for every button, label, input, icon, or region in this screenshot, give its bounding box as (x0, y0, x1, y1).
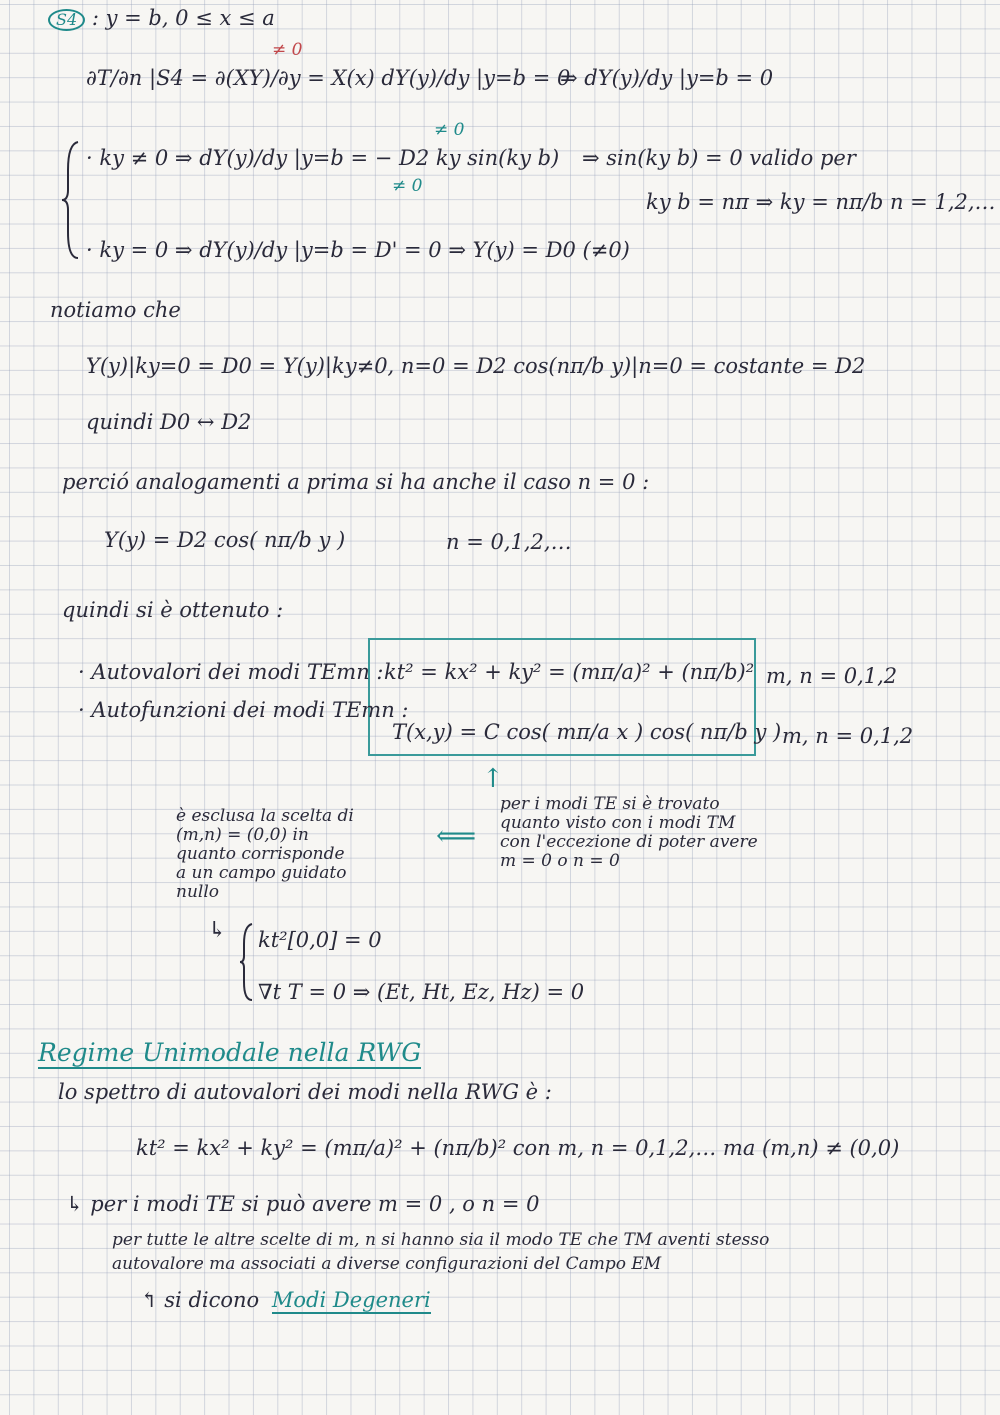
autofunzioni-equation: T(x,y) = C cos( mπ/a x ) cos( nπ/b y ) (392, 720, 782, 744)
autofunzioni-range: m, n = 0,1,2 (782, 724, 914, 748)
te-note: ↳ per i modi TE si può avere m = 0 , o n = 0 (66, 1192, 540, 1216)
corner-arrow-icon: ↰ (140, 1288, 165, 1312)
up-arrow-icon: ↑ (482, 764, 504, 794)
null-eq-1: kt²[0,0] = 0 (258, 928, 382, 952)
autofunzioni-label: · Autofunzioni dei modi TEmn : (78, 698, 409, 722)
case1-equation: · ky ≠ 0 ⇒ dY(y)/dy |y=b = − D2 ky sin(ky b) (86, 146, 560, 170)
percio-line: perció analogamenti a prima si ha anche il caso n = 0 : (62, 470, 650, 494)
note-right-line: con l'eccezione di poter avere (500, 832, 758, 852)
degeneri-line-1: per tutte le altre scelte di m, n si hanno sia il modo TE che TM aventi stesso (112, 1230, 770, 1250)
Y-equation: Y(y) = D2 cos( nπ/b y ) (104, 528, 346, 552)
case-brace (62, 140, 82, 260)
section-heading: Regime Unimodale nella RWG (38, 1038, 422, 1067)
spettro-equation: kt² = kx² + ky² = (mπ/a)² + (nπ/b)² con m, n = 0,1,2,… ma (m,n) ≠ (0,0) (136, 1136, 900, 1160)
case1-result2: ky b = nπ ⇒ ky = nπ/b n = 1,2,… (646, 190, 996, 214)
s4-condition: : y = b, 0 ≤ x ≤ a (91, 6, 275, 30)
case1-note-top: ≠ 0 (434, 120, 465, 140)
null-brace (240, 922, 254, 1002)
case1-note-bottom: ≠ 0 (392, 176, 423, 196)
note-right (500, 796, 758, 870)
note-left-line: quanto corrisponde (176, 844, 345, 864)
spettro-line: lo spettro di autovalori dei modi nella RWG è : (58, 1080, 552, 1104)
bc-note-top: ≠ 0 (272, 40, 303, 60)
autovalori-label: · Autovalori dei modi TEmn : (78, 660, 384, 684)
autovalori-equation: kt² = kx² + ky² = (mπ/a)² + (nπ/b)² (384, 660, 755, 684)
degeneri-term: Modi Degeneri (271, 1288, 431, 1312)
quindi-d0-d2: quindi D0 ↔ D2 (86, 410, 252, 434)
hook-arrow-icon: ↳ (208, 918, 227, 943)
case1-result: ⇒ sin(ky b) = 0 valido per (582, 146, 856, 170)
notiamo-label: notiamo che (50, 298, 181, 322)
notiamo-equation: Y(y)|ky=0 = D0 = Y(y)|ky≠0, n=0 = D2 cos(nπ/b y)|n=0 = costante = D2 (86, 354, 866, 378)
degeneri-line-2: autovalore ma associati a diverse configurazioni del Campo EM (112, 1254, 662, 1274)
note-right-line: m = 0 o n = 0 (500, 851, 620, 871)
note-left-line: è esclusa la scelta di (176, 806, 354, 826)
note-left-line: nullo (176, 882, 220, 902)
bc-result: ⇒ dY(y)/dy |y=b = 0 (560, 66, 774, 90)
note-left-line: (m,n) = (0,0) in (176, 825, 309, 845)
s4-circle-label: S4 (48, 9, 85, 31)
Y-range: n = 0,1,2,… (446, 530, 572, 554)
autovalori-range: m, n = 0,1,2 (766, 664, 898, 688)
left-arrow-icon: ⟸ (436, 819, 477, 852)
note-left-line: a un campo guidato (176, 863, 347, 883)
case2-equation: · ky = 0 ⇒ dY(y)/dy |y=b = D' = 0 ⇒ Y(y) = D0 (≠0) (86, 238, 630, 262)
note-right-line: per i modi TE si è trovato (500, 794, 720, 814)
s4-header (48, 8, 275, 31)
note-left (176, 808, 354, 901)
note-right-line: quanto visto con i modi TM (500, 813, 736, 833)
bc-equation: ∂T/∂n |S4 = ∂(XY)/∂y = X(x) dY(y)/dy |y=b = 0 (86, 66, 571, 90)
quindi-ottenuto: quindi si è ottenuto : (62, 598, 284, 622)
degeneri-prefix: si dicono (164, 1288, 260, 1312)
degeneri-caption (140, 1290, 431, 1311)
null-eq-2: ∇t T = 0 ⇒ (Et, Ht, Ez, Hz) = 0 (258, 980, 585, 1004)
